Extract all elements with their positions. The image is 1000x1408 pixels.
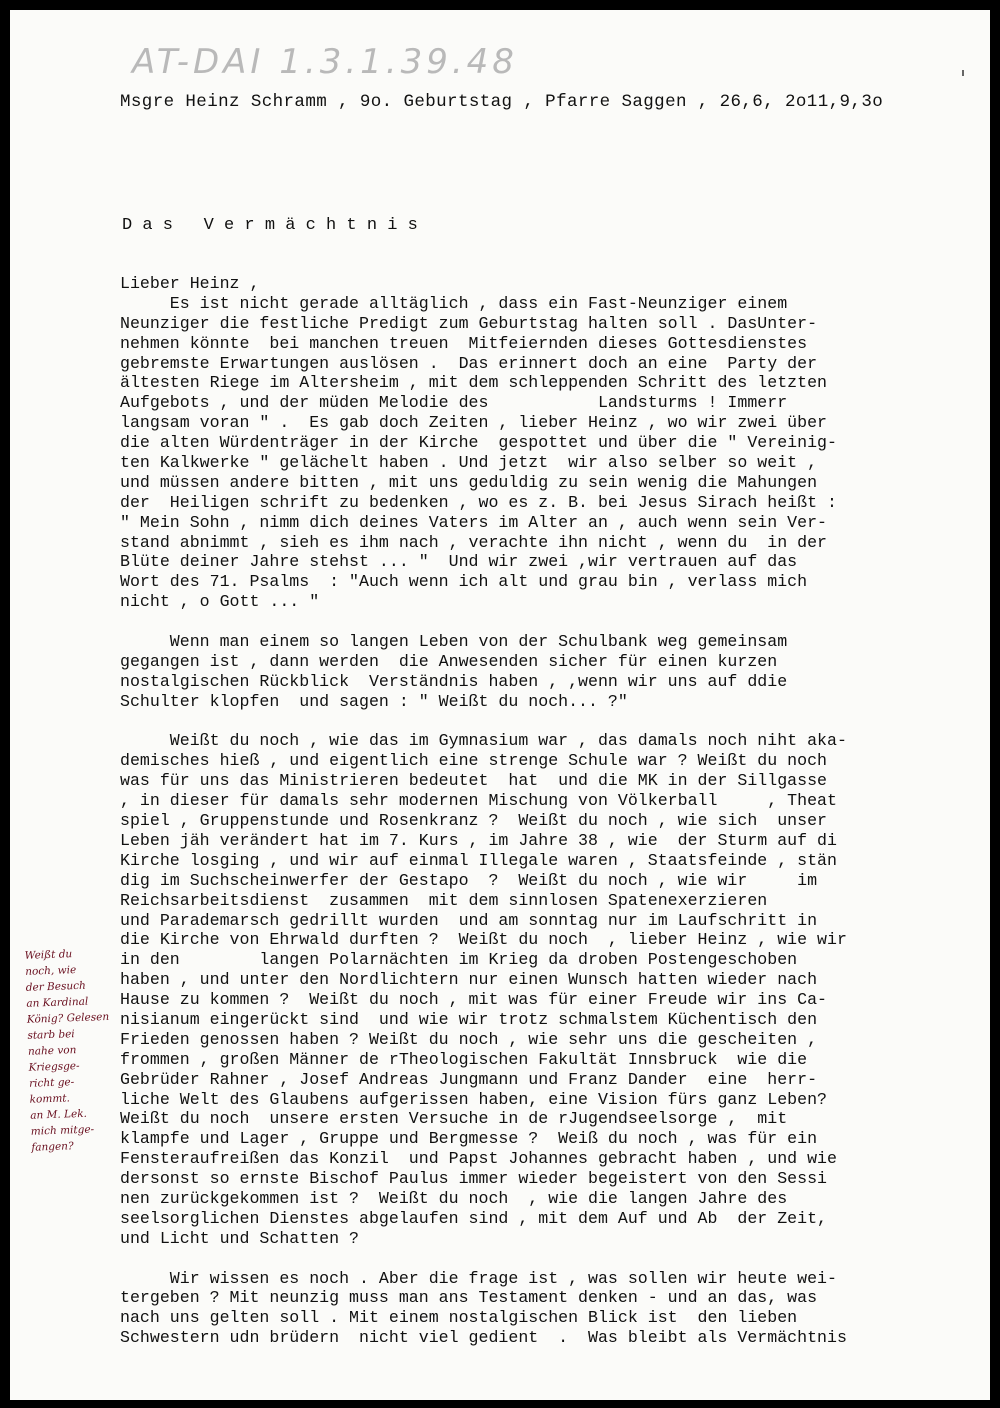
- text-line: Weißt du noch unsere ersten Versuche in de rJugendseelsorge , mit: [120, 1109, 788, 1129]
- text-line: nicht , o Gott ... ": [120, 592, 320, 612]
- text-line: Neunziger die festliche Predigt zum Geburtstag halten soll . DasUnter-: [120, 313, 818, 333]
- text-line: Hause zu kommen ? Weißt du noch , mit was für einer Freude wir ins Ca-: [120, 990, 828, 1010]
- text-line: Es ist nicht gerade alltäglich , dass ein Fast-Neunziger einem: [120, 293, 788, 313]
- text-line: Frieden genossen haben ? Weißt du noch , wie sehr uns die gescheiten ,: [120, 1029, 818, 1049]
- text-line: haben , und unter den Nordlichtern nur einen Wunsch hatten wieder nach: [120, 970, 818, 990]
- text-line: liche Welt des Glaubens aufgerissen haben, eine Vision fürs ganz Leben?: [120, 1089, 828, 1109]
- text-line: , in dieser für damals sehr modernen Mischung von Völkerball , Theat: [120, 791, 837, 811]
- text-line: frommen , großen Männer de rTheologischen Fakultät Innsbruck wie die: [120, 1049, 808, 1069]
- text-line: Leben jäh verändert hat im 7. Kurs , im Jahre 38 , wie der Sturm auf di: [120, 830, 837, 850]
- text-line: gegangen ist , dann werden die Anwesenden sicher für einen kurzen: [120, 651, 778, 671]
- letter-body: [120, 274, 980, 1348]
- margin-note-line: an Kardinal: [26, 995, 89, 1010]
- text-line: Wir wissen es noch . Aber die frage ist , was sollen wir heute wei-: [120, 1268, 837, 1288]
- text-line: Gebrüder Rahner , Josef Andreas Jungmann und Franz Dander eine herr-: [120, 1069, 818, 1089]
- text-line: Wenn man einem so langen Leben von der Schulbank weg gemeinsam: [120, 632, 788, 652]
- text-line: und müssen andere bitten , mit uns geduldig zu sein wenig die Mahungen: [120, 472, 818, 492]
- text-line: Lieber Heinz ,: [120, 274, 260, 293]
- paragraph-gap: [120, 612, 980, 632]
- text-line: Reichsarbeitsdienst zusammen mit dem sinnlosen Spatenexerzieren: [120, 890, 768, 910]
- margin-note-line: starb bei: [27, 1028, 75, 1042]
- text-line: Wort des 71. Psalms : "Auch wenn ich alt und grau bin , verlass mich: [120, 572, 808, 592]
- text-line: nehmen könnte bei manchen treuen Mitfeiernden dieses Gottesdienstes: [120, 333, 808, 353]
- paragraph-gap: [120, 1249, 980, 1269]
- margin-note-line: nahe von: [27, 1044, 77, 1058]
- text-line: " Mein Sohn , nimm dich deines Vaters im Alter an , auch wenn sein Ver-: [120, 512, 828, 532]
- margin-note-line: Weißt du: [24, 948, 73, 962]
- text-line: nach uns gelten soll . Mit einem nostalgischen Blick ist den lieben: [120, 1308, 798, 1328]
- text-line: der Heiligen schrift zu bedenken , wo es z. B. bei Jesus Sirach heißt :: [120, 492, 837, 512]
- margin-note-line: Kriegsge-: [28, 1059, 80, 1074]
- text-line: die Kirche von Ehrwald durften ? Weißt du noch , lieber Heinz , wie wir: [120, 930, 847, 950]
- text-line: Aufgebots , und der müden Melodie des Landsturms ! Immerr: [120, 393, 788, 413]
- text-line: Kirche losging , und wir auf einmal Illegale waren , Staatsfeinde , stän: [120, 850, 837, 870]
- text-line: spiel , Gruppenstunde und Rosenkranz ? Weißt du noch , wie sich unser: [120, 811, 828, 831]
- text-line: nostalgischen Rückblick Verständnis haben , ,wenn wir uns auf ddie: [120, 671, 788, 691]
- document-page: [10, 10, 990, 1400]
- text-line: und Licht und Schatten ?: [120, 1228, 359, 1248]
- document-header-line: Msgre Heinz Schramm , 9o. Geburtstag , Pfarre Saggen , 26,6, 2o11,9,3o: [120, 92, 884, 112]
- text-line: Weißt du noch , wie das im Gymnasium war , das damals noch niht aka-: [120, 731, 847, 751]
- text-line: stand abnimmt , sieh es ihm nach , verachte ihn nicht , wenn du in der: [120, 532, 828, 552]
- margin-note-line: fangen?: [31, 1140, 74, 1154]
- text-line: dig im Suchscheinwerfer der Gestapo ? Weißt du noch , wie wir im: [120, 870, 818, 890]
- text-line: klampfe und Lager , Gruppe und Bergmesse ? Weiß du noch , was für ein: [120, 1129, 818, 1149]
- document-title: D a s V e r m ä c h t n i s: [122, 216, 418, 235]
- margin-note-line: richt ge-: [28, 1076, 75, 1090]
- handwritten-margin-note: [24, 944, 133, 1155]
- text-line: was für uns das Ministrieren bedeutet hat und die MK in der Sillgasse: [120, 771, 828, 791]
- text-line: ten Kalkwerke " gelächelt haben . Und jetzt wir also selber so weit ,: [120, 453, 818, 473]
- page-mark: [962, 70, 964, 76]
- text-line: demisches hieß , und eigentlich eine strenge Schule war ? Weißt du noch: [120, 751, 828, 771]
- archive-reference-stamp: AT-DAI 1.3.1.39.48: [132, 42, 518, 82]
- text-line: nen zurückgekommen ist ? Weißt du noch , wie die langen Jahre des: [120, 1188, 788, 1208]
- text-line: die alten Würdenträger in der Kirche gespottet und über die " Vereinig-: [120, 433, 837, 453]
- text-line: und Parademarsch gedrillt wurden und am sonntag nur im Laufschritt in: [120, 910, 818, 930]
- margin-note-line: kommt.: [29, 1092, 71, 1106]
- paragraph-gap: [120, 712, 980, 732]
- margin-note-line: König? Gelesen: [26, 1010, 110, 1026]
- text-line: in den langen Polarnächten im Krieg da droben Postengeschoben: [120, 950, 798, 970]
- text-line: Schwestern udn brüdern nicht viel gedient . Was bleibt als Vermächtnis: [120, 1328, 847, 1348]
- text-line: seelsorglichen Dienstes abgelaufen sind , mit dem Auf und Ab der Zeit,: [120, 1208, 828, 1228]
- text-line: langsam voran " . Es gab doch Zeiten , lieber Heinz , wo wir zwei über: [120, 413, 828, 433]
- text-line: Blüte deiner Jahre stehst ... " Und wir zwei ,wir vertrauen auf das: [120, 552, 798, 572]
- text-line: dersonst so ernste Bischof Paulus immer wieder begeistert von den Sessi: [120, 1169, 828, 1189]
- margin-note-line: noch, wie: [25, 964, 77, 978]
- margin-note-line: mich mitge-: [30, 1123, 95, 1138]
- text-line: ältesten Riege im Altersheim , mit dem schleppenden Schritt des letzten: [120, 373, 828, 393]
- margin-note-line: an M. Lek.: [30, 1107, 88, 1122]
- text-line: tergeben ? Mit neunzig muss man ans Testament denken - und an das, was: [120, 1288, 818, 1308]
- text-line: Fensteraufreißen das Konzil und Papst Johannes gebracht haben , und wie: [120, 1149, 837, 1169]
- text-line: gebremste Erwartungen auslösen . Das erinnert doch an eine Party der: [120, 353, 818, 373]
- margin-note-line: der Besuch: [25, 979, 87, 994]
- text-line: nisianum eingerückt sind und wie wir trotz schmalstem Küchentisch den: [120, 1009, 818, 1029]
- text-line: Schulter klopfen und sagen : " Weißt du noch... ?": [120, 691, 628, 711]
